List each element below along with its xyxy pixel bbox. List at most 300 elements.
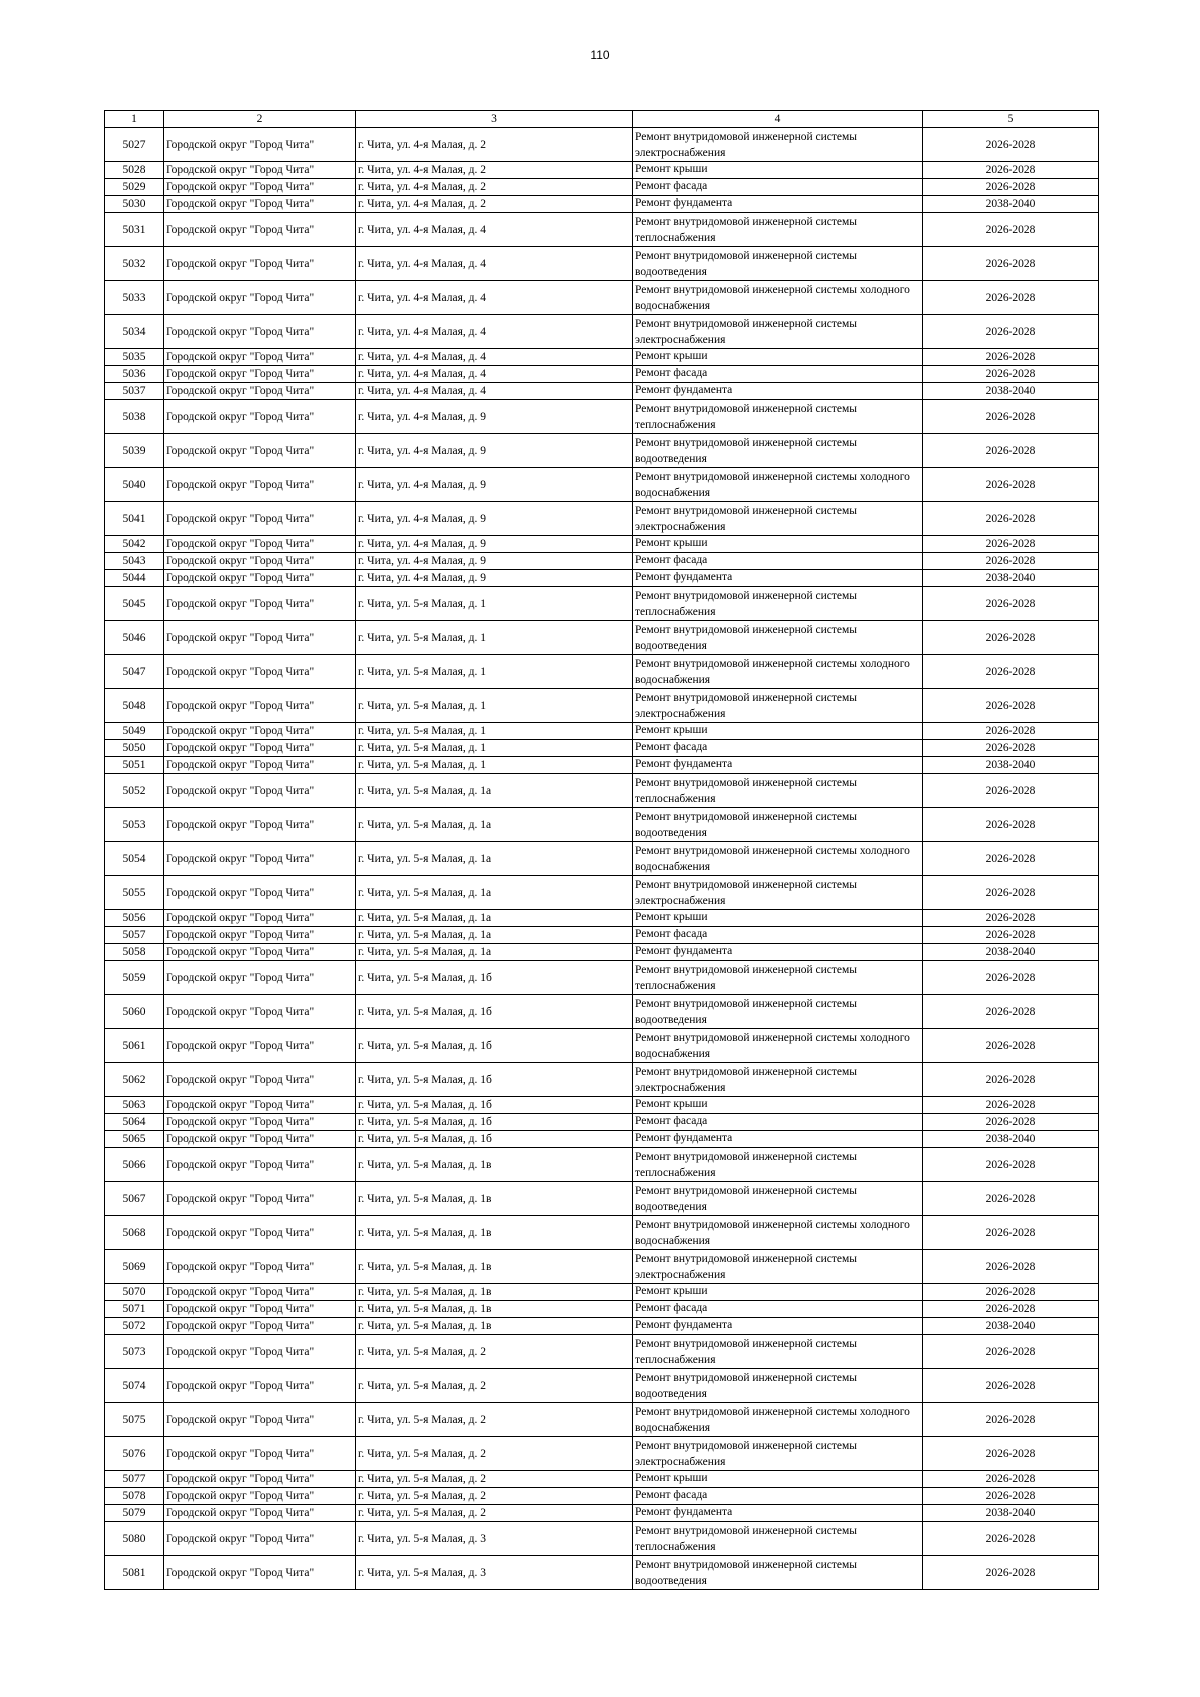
table-row [105,247,1099,281]
municipality-cell: Городской округ "Город Чита" [164,1318,356,1335]
row-number-cell: 5047 [105,655,164,689]
work-type-cell: Ремонт внутридомовой инженерной системы водоотведения [633,1556,923,1590]
period-cell: 2026-2028 [923,927,1099,944]
row-number-cell: 5069 [105,1250,164,1284]
row-number-cell: 5068 [105,1216,164,1250]
work-type-cell: Ремонт внутридомовой инженерной системы теплоснабжения [633,400,923,434]
period-cell: 2026-2028 [923,247,1099,281]
row-number-cell: 5066 [105,1148,164,1182]
table-row [105,196,1099,213]
period-cell: 2026-2028 [923,1250,1099,1284]
period-cell: 2026-2028 [923,740,1099,757]
period-cell: 2026-2028 [923,1114,1099,1131]
period-cell: 2026-2028 [923,1556,1099,1590]
table-row [105,995,1099,1029]
row-number-cell: 5052 [105,774,164,808]
period-cell: 2026-2028 [923,1182,1099,1216]
municipality-cell: Городской округ "Город Чита" [164,1522,356,1556]
work-type-cell: Ремонт внутридомовой инженерной системы электроснабжения [633,128,923,162]
municipality-cell: Городской округ "Город Чита" [164,1148,356,1182]
municipality-cell: Городской округ "Город Чита" [164,723,356,740]
municipality-cell: Городской округ "Город Чита" [164,757,356,774]
row-number-cell: 5034 [105,315,164,349]
table-row [105,553,1099,570]
table-row [105,927,1099,944]
municipality-cell: Городской округ "Город Чита" [164,1369,356,1403]
work-type-cell: Ремонт внутридомовой инженерной системы электроснабжения [633,502,923,536]
period-cell: 2026-2028 [923,961,1099,995]
period-cell: 2038-2040 [923,944,1099,961]
address-cell: г. Чита, ул. 4-я Малая, д. 4 [356,247,633,281]
work-type-cell: Ремонт внутридомовой инженерной системы водоотведения [633,434,923,468]
table-row [105,128,1099,162]
table-row [105,366,1099,383]
period-cell: 2026-2028 [923,281,1099,315]
work-type-cell: Ремонт внутридомовой инженерной системы электроснабжения [633,1437,923,1471]
municipality-cell: Городской округ "Город Чита" [164,995,356,1029]
work-type-cell: Ремонт внутридомовой инженерной системы водоотведения [633,808,923,842]
work-type-cell: Ремонт фасада [633,179,923,196]
municipality-cell: Городской округ "Город Чита" [164,655,356,689]
address-cell: г. Чита, ул. 5-я Малая, д. 2 [356,1488,633,1505]
municipality-cell: Городской округ "Город Чита" [164,281,356,315]
column-header: 2 [164,111,356,128]
row-number-cell: 5045 [105,587,164,621]
work-type-cell: Ремонт фундамента [633,944,923,961]
municipality-cell: Городской округ "Город Чита" [164,1488,356,1505]
address-cell: г. Чита, ул. 5-я Малая, д. 1в [356,1250,633,1284]
work-type-cell: Ремонт фундамента [633,1318,923,1335]
municipality-cell: Городской округ "Город Чита" [164,927,356,944]
row-number-cell: 5067 [105,1182,164,1216]
row-number-cell: 5043 [105,553,164,570]
address-cell: г. Чита, ул. 4-я Малая, д. 2 [356,179,633,196]
address-cell: г. Чита, ул. 5-я Малая, д. 1в [356,1318,633,1335]
work-type-cell: Ремонт фундамента [633,1131,923,1148]
work-type-cell: Ремонт фасада [633,1488,923,1505]
work-type-cell: Ремонт фасада [633,1114,923,1131]
address-cell: г. Чита, ул. 5-я Малая, д. 1б [356,1114,633,1131]
table-row [105,1437,1099,1471]
municipality-cell: Городской округ "Город Чита" [164,400,356,434]
row-number-cell: 5061 [105,1029,164,1063]
table-row [105,1114,1099,1131]
municipality-cell: Городской округ "Город Чита" [164,247,356,281]
table-row [105,1284,1099,1301]
period-cell: 2026-2028 [923,1148,1099,1182]
address-cell: г. Чита, ул. 5-я Малая, д. 1в [356,1301,633,1318]
address-cell: г. Чита, ул. 5-я Малая, д. 1в [356,1284,633,1301]
work-type-cell: Ремонт внутридомовой инженерной системы электроснабжения [633,689,923,723]
work-type-cell: Ремонт фундамента [633,1505,923,1522]
work-type-cell: Ремонт крыши [633,349,923,366]
work-type-cell: Ремонт внутридомовой инженерной системы электроснабжения [633,315,923,349]
address-cell: г. Чита, ул. 5-я Малая, д. 1а [356,842,633,876]
address-cell: г. Чита, ул. 4-я Малая, д. 9 [356,536,633,553]
address-cell: г. Чита, ул. 4-я Малая, д. 2 [356,162,633,179]
municipality-cell: Городской округ "Город Чита" [164,315,356,349]
row-number-cell: 5081 [105,1556,164,1590]
municipality-cell: Городской округ "Город Чита" [164,689,356,723]
address-cell: г. Чита, ул. 4-я Малая, д. 9 [356,553,633,570]
work-type-cell: Ремонт фасада [633,740,923,757]
row-number-cell: 5051 [105,757,164,774]
table-row [105,910,1099,927]
address-cell: г. Чита, ул. 5-я Малая, д. 3 [356,1556,633,1590]
period-cell: 2038-2040 [923,570,1099,587]
row-number-cell: 5076 [105,1437,164,1471]
period-cell: 2026-2028 [923,1301,1099,1318]
municipality-cell: Городской округ "Город Чита" [164,502,356,536]
page-number: 110 [590,48,610,62]
work-type-cell: Ремонт внутридомовой инженерной системы холодного водоснабжения [633,1216,923,1250]
row-number-cell: 5040 [105,468,164,502]
table-row [105,876,1099,910]
table-row [105,808,1099,842]
address-cell: г. Чита, ул. 5-я Малая, д. 1б [356,1131,633,1148]
period-cell: 2026-2028 [923,536,1099,553]
period-cell: 2026-2028 [923,1369,1099,1403]
row-number-cell: 5050 [105,740,164,757]
address-cell: г. Чита, ул. 4-я Малая, д. 4 [356,383,633,400]
row-number-cell: 5079 [105,1505,164,1522]
table-row [105,1131,1099,1148]
column-header: 4 [633,111,923,128]
table-row [105,1522,1099,1556]
address-cell: г. Чита, ул. 5-я Малая, д. 1а [356,944,633,961]
municipality-cell: Городской округ "Город Чита" [164,553,356,570]
address-cell: г. Чита, ул. 5-я Малая, д. 1в [356,1216,633,1250]
row-number-cell: 5053 [105,808,164,842]
header-row [105,111,1099,128]
address-cell: г. Чита, ул. 5-я Малая, д. 1в [356,1182,633,1216]
row-number-cell: 5063 [105,1097,164,1114]
work-type-cell: Ремонт фундамента [633,383,923,400]
row-number-cell: 5027 [105,128,164,162]
table-row [105,961,1099,995]
municipality-cell: Городской округ "Город Чита" [164,740,356,757]
address-cell: г. Чита, ул. 5-я Малая, д. 3 [356,1522,633,1556]
period-cell: 2026-2028 [923,179,1099,196]
address-cell: г. Чита, ул. 4-я Малая, д. 2 [356,128,633,162]
period-cell: 2026-2028 [923,1216,1099,1250]
table-row [105,315,1099,349]
municipality-cell: Городской округ "Город Чита" [164,1182,356,1216]
table-row [105,1318,1099,1335]
work-type-cell: Ремонт внутридомовой инженерной системы водоотведения [633,1182,923,1216]
work-type-cell: Ремонт крыши [633,1471,923,1488]
municipality-cell: Городской округ "Город Чита" [164,179,356,196]
work-type-cell: Ремонт внутридомовой инженерной системы теплоснабжения [633,961,923,995]
address-cell: г. Чита, ул. 5-я Малая, д. 1 [356,723,633,740]
table-row [105,1250,1099,1284]
work-type-cell: Ремонт внутридомовой инженерной системы холодного водоснабжения [633,1403,923,1437]
table-row [105,1097,1099,1114]
municipality-cell: Городской округ "Город Чита" [164,383,356,400]
table-row [105,434,1099,468]
period-cell: 2026-2028 [923,1029,1099,1063]
municipality-cell: Городской округ "Город Чита" [164,1114,356,1131]
municipality-cell: Городской округ "Город Чита" [164,808,356,842]
address-cell: г. Чита, ул. 5-я Малая, д. 1б [356,1063,633,1097]
work-type-cell: Ремонт фасада [633,366,923,383]
municipality-cell: Городской округ "Город Чита" [164,196,356,213]
table-row [105,757,1099,774]
municipality-cell: Городской округ "Город Чита" [164,468,356,502]
work-type-cell: Ремонт внутридомовой инженерной системы водоотведения [633,1369,923,1403]
address-cell: г. Чита, ул. 4-я Малая, д. 4 [356,366,633,383]
work-type-cell: Ремонт крыши [633,1284,923,1301]
table-row [105,1471,1099,1488]
work-type-cell: Ремонт внутридомовой инженерной системы холодного водоснабжения [633,281,923,315]
period-cell: 2026-2028 [923,1522,1099,1556]
period-cell: 2026-2028 [923,842,1099,876]
work-type-cell: Ремонт внутридомовой инженерной системы теплоснабжения [633,213,923,247]
row-number-cell: 5035 [105,349,164,366]
municipality-cell: Городской округ "Город Чита" [164,1301,356,1318]
period-cell: 2026-2028 [923,621,1099,655]
period-cell: 2026-2028 [923,1403,1099,1437]
row-number-cell: 5064 [105,1114,164,1131]
table-row [105,1556,1099,1590]
municipality-cell: Городской округ "Город Чита" [164,128,356,162]
row-number-cell: 5062 [105,1063,164,1097]
period-cell: 2026-2028 [923,213,1099,247]
municipality-cell: Городской округ "Город Чита" [164,876,356,910]
work-type-cell: Ремонт крыши [633,723,923,740]
table-row [105,162,1099,179]
work-type-cell: Ремонт внутридомовой инженерной системы водоотведения [633,247,923,281]
table-row [105,468,1099,502]
table-row [105,349,1099,366]
work-type-cell: Ремонт внутридомовой инженерной системы водоотведения [633,621,923,655]
address-cell: г. Чита, ул. 5-я Малая, д. 1б [356,1029,633,1063]
address-cell: г. Чита, ул. 5-я Малая, д. 2 [356,1505,633,1522]
work-type-cell: Ремонт внутридомовой инженерной системы холодного водоснабжения [633,655,923,689]
period-cell: 2026-2028 [923,774,1099,808]
address-cell: г. Чита, ул. 5-я Малая, д. 2 [356,1471,633,1488]
address-cell: г. Чита, ул. 4-я Малая, д. 4 [356,315,633,349]
column-header: 3 [356,111,633,128]
address-cell: г. Чита, ул. 5-я Малая, д. 2 [356,1437,633,1471]
period-cell: 2026-2028 [923,1097,1099,1114]
work-type-cell: Ремонт фундамента [633,570,923,587]
address-cell: г. Чита, ул. 5-я Малая, д. 1 [356,740,633,757]
work-type-cell: Ремонт крыши [633,536,923,553]
address-cell: г. Чита, ул. 5-я Малая, д. 1 [356,689,633,723]
row-number-cell: 5049 [105,723,164,740]
municipality-cell: Городской округ "Город Чита" [164,1471,356,1488]
work-type-cell: Ремонт внутридомовой инженерной системы холодного водоснабжения [633,468,923,502]
row-number-cell: 5041 [105,502,164,536]
period-cell: 2026-2028 [923,587,1099,621]
period-cell: 2038-2040 [923,1505,1099,1522]
period-cell: 2026-2028 [923,1471,1099,1488]
row-number-cell: 5056 [105,910,164,927]
row-number-cell: 5037 [105,383,164,400]
period-cell: 2038-2040 [923,757,1099,774]
address-cell: г. Чита, ул. 5-я Малая, д. 1б [356,995,633,1029]
row-number-cell: 5039 [105,434,164,468]
row-number-cell: 5060 [105,995,164,1029]
period-cell: 2026-2028 [923,1063,1099,1097]
column-header: 5 [923,111,1099,128]
table-row [105,842,1099,876]
table-row [105,1335,1099,1369]
period-cell: 2026-2028 [923,366,1099,383]
row-number-cell: 5046 [105,621,164,655]
work-type-cell: Ремонт внутридомовой инженерной системы холодного водоснабжения [633,1029,923,1063]
row-number-cell: 5071 [105,1301,164,1318]
period-cell: 2026-2028 [923,876,1099,910]
address-cell: г. Чита, ул. 5-я Малая, д. 1б [356,1097,633,1114]
work-type-cell: Ремонт внутридомовой инженерной системы холодного водоснабжения [633,842,923,876]
work-type-cell: Ремонт внутридомовой инженерной системы теплоснабжения [633,1335,923,1369]
municipality-cell: Городской округ "Город Чита" [164,1216,356,1250]
period-cell: 2026-2028 [923,434,1099,468]
work-type-cell: Ремонт фундамента [633,757,923,774]
address-cell: г. Чита, ул. 5-я Малая, д. 1а [356,774,633,808]
address-cell: г. Чита, ул. 4-я Малая, д. 9 [356,400,633,434]
period-cell: 2038-2040 [923,1318,1099,1335]
row-number-cell: 5038 [105,400,164,434]
municipality-cell: Городской округ "Город Чита" [164,162,356,179]
address-cell: г. Чита, ул. 5-я Малая, д. 2 [356,1369,633,1403]
address-cell: г. Чита, ул. 4-я Малая, д. 4 [356,349,633,366]
address-cell: г. Чита, ул. 5-я Малая, д. 1 [356,587,633,621]
table-row [105,1505,1099,1522]
row-number-cell: 5073 [105,1335,164,1369]
table-row [105,383,1099,400]
municipality-cell: Городской округ "Город Чита" [164,570,356,587]
period-cell: 2026-2028 [923,689,1099,723]
address-cell: г. Чита, ул. 5-я Малая, д. 1 [356,621,633,655]
row-number-cell: 5032 [105,247,164,281]
period-cell: 2026-2028 [923,162,1099,179]
address-cell: г. Чита, ул. 4-я Малая, д. 9 [356,502,633,536]
work-type-cell: Ремонт крыши [633,162,923,179]
table-row [105,1216,1099,1250]
period-cell: 2026-2028 [923,1488,1099,1505]
period-cell: 2026-2028 [923,995,1099,1029]
period-cell: 2026-2028 [923,553,1099,570]
municipality-cell: Городской округ "Город Чита" [164,1403,356,1437]
municipality-cell: Городской округ "Город Чита" [164,1097,356,1114]
table-row [105,570,1099,587]
row-number-cell: 5075 [105,1403,164,1437]
municipality-cell: Городской округ "Город Чита" [164,1556,356,1590]
period-cell: 2038-2040 [923,1131,1099,1148]
address-cell: г. Чита, ул. 5-я Малая, д. 1в [356,1148,633,1182]
table-row [105,774,1099,808]
work-type-cell: Ремонт внутридомовой инженерной системы теплоснабжения [633,1522,923,1556]
municipality-cell: Городской округ "Город Чита" [164,587,356,621]
address-cell: г. Чита, ул. 4-я Малая, д. 9 [356,434,633,468]
work-type-cell: Ремонт внутридомовой инженерной системы теплоснабжения [633,774,923,808]
row-number-cell: 5070 [105,1284,164,1301]
period-cell: 2026-2028 [923,1284,1099,1301]
row-number-cell: 5080 [105,1522,164,1556]
address-cell: г. Чита, ул. 5-я Малая, д. 1а [356,927,633,944]
table-row [105,621,1099,655]
period-cell: 2026-2028 [923,349,1099,366]
work-type-cell: Ремонт фасада [633,553,923,570]
row-number-cell: 5029 [105,179,164,196]
table-row [105,740,1099,757]
municipality-cell: Городской округ "Город Чита" [164,1029,356,1063]
table-row [105,213,1099,247]
row-number-cell: 5078 [105,1488,164,1505]
work-type-cell: Ремонт внутридомовой инженерной системы электроснабжения [633,1063,923,1097]
period-cell: 2026-2028 [923,655,1099,689]
row-number-cell: 5033 [105,281,164,315]
municipality-cell: Городской округ "Город Чита" [164,349,356,366]
municipality-cell: Городской округ "Город Чита" [164,1063,356,1097]
work-type-cell: Ремонт внутридомовой инженерной системы электроснабжения [633,876,923,910]
row-number-cell: 5072 [105,1318,164,1335]
row-number-cell: 5054 [105,842,164,876]
register-table [104,110,1099,1590]
municipality-cell: Городской округ "Город Чита" [164,774,356,808]
table-row [105,587,1099,621]
work-type-cell: Ремонт внутридомовой инженерной системы теплоснабжения [633,587,923,621]
table-row [105,1029,1099,1063]
row-number-cell: 5028 [105,162,164,179]
period-cell: 2026-2028 [923,315,1099,349]
address-cell: г. Чита, ул. 4-я Малая, д. 2 [356,196,633,213]
row-number-cell: 5044 [105,570,164,587]
table-row [105,689,1099,723]
work-type-cell: Ремонт крыши [633,1097,923,1114]
table-row [105,1148,1099,1182]
row-number-cell: 5065 [105,1131,164,1148]
table-row [105,655,1099,689]
period-cell: 2038-2040 [923,383,1099,400]
period-cell: 2026-2028 [923,1335,1099,1369]
municipality-cell: Городской округ "Город Чита" [164,1505,356,1522]
work-type-cell: Ремонт фасада [633,1301,923,1318]
table-row [105,179,1099,196]
period-cell: 2026-2028 [923,468,1099,502]
work-type-cell: Ремонт фундамента [633,196,923,213]
row-number-cell: 5055 [105,876,164,910]
municipality-cell: Городской округ "Город Чита" [164,961,356,995]
period-cell: 2026-2028 [923,910,1099,927]
period-cell: 2026-2028 [923,723,1099,740]
address-cell: г. Чита, ул. 5-я Малая, д. 1а [356,910,633,927]
municipality-cell: Городской округ "Город Чита" [164,213,356,247]
table-row [105,944,1099,961]
address-cell: г. Чита, ул. 4-я Малая, д. 4 [356,281,633,315]
work-type-cell: Ремонт внутридомовой инженерной системы теплоснабжения [633,1148,923,1182]
address-cell: г. Чита, ул. 5-я Малая, д. 2 [356,1335,633,1369]
table-row [105,281,1099,315]
address-cell: г. Чита, ул. 5-я Малая, д. 1б [356,961,633,995]
address-cell: г. Чита, ул. 4-я Малая, д. 9 [356,570,633,587]
municipality-cell: Городской округ "Город Чита" [164,1250,356,1284]
row-number-cell: 5030 [105,196,164,213]
address-cell: г. Чита, ул. 5-я Малая, д. 2 [356,1403,633,1437]
row-number-cell: 5031 [105,213,164,247]
table-row [105,1301,1099,1318]
table-row [105,536,1099,553]
row-number-cell: 5074 [105,1369,164,1403]
address-cell: г. Чита, ул. 5-я Малая, д. 1 [356,757,633,774]
table-row [105,1488,1099,1505]
municipality-cell: Городской округ "Город Чита" [164,1437,356,1471]
municipality-cell: Городской округ "Город Чита" [164,944,356,961]
municipality-cell: Городской округ "Город Чита" [164,366,356,383]
